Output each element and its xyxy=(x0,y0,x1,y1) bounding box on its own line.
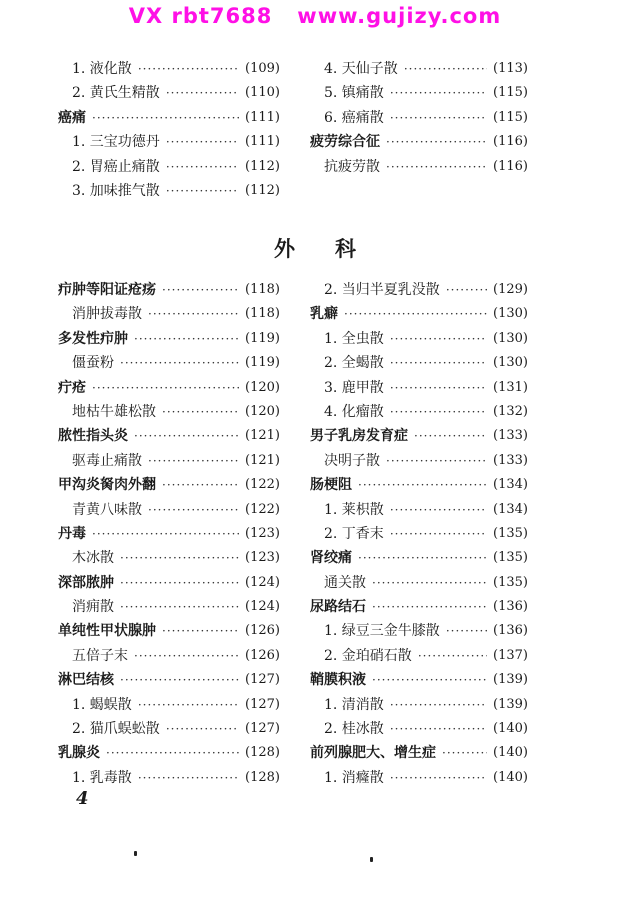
entry-label: 肠梗阻 xyxy=(310,477,352,494)
dot-leader xyxy=(390,327,487,351)
toc-heading-entry xyxy=(310,130,528,154)
entry-page-number: (118) xyxy=(245,306,280,322)
dot-leader xyxy=(414,424,487,448)
toc-item-entry xyxy=(310,155,528,179)
entry-page-number: (121) xyxy=(245,428,280,444)
entry-page-number: (116) xyxy=(493,134,528,150)
toc-item-entry xyxy=(310,106,528,130)
entry-label: 2. 桂冰散 xyxy=(324,721,384,738)
entry-page-number: (133) xyxy=(493,452,528,468)
entry-page-number: (120) xyxy=(245,379,280,395)
entry-label: 尿路结石 xyxy=(310,599,366,616)
entry-label: 5. 镇痛散 xyxy=(324,85,384,102)
dot-leader xyxy=(386,155,487,179)
toc-heading-entry xyxy=(310,741,528,765)
toc-item-entry xyxy=(58,449,280,473)
entry-page-number: (140) xyxy=(493,769,528,785)
dot-leader xyxy=(372,668,487,692)
entry-label: 疖肿等阳证疮疡 xyxy=(58,282,156,298)
toc-item-entry xyxy=(310,644,528,668)
toc-heading-entry xyxy=(310,668,528,692)
toc-heading-entry xyxy=(58,522,280,546)
toc-item-entry xyxy=(58,400,280,424)
entry-label: 2. 胃癌止痛散 xyxy=(72,158,160,175)
dot-leader xyxy=(446,278,487,302)
entry-page-number: (119) xyxy=(245,355,280,371)
toc-heading-entry xyxy=(58,376,280,400)
entry-label: 消痈散 xyxy=(72,599,114,616)
toc-heading-entry xyxy=(58,741,280,765)
toc-item-entry xyxy=(310,376,528,400)
entry-label: 甲沟炎胬肉外翻 xyxy=(58,477,156,494)
dot-leader xyxy=(134,327,239,351)
entry-page-number: (136) xyxy=(493,623,528,639)
entry-label: 脓性指头炎 xyxy=(58,428,128,445)
entry-page-number: (116) xyxy=(493,158,528,174)
entry-page-number: (109) xyxy=(245,61,280,76)
dot-leader xyxy=(120,595,239,619)
entry-label: 1. 乳毒散 xyxy=(72,769,132,786)
toc-item-entry xyxy=(310,81,528,105)
entry-label: 抗疲劳散 xyxy=(324,158,380,175)
entry-page-number: (135) xyxy=(493,574,528,590)
entry-label: 1. 莱枳散 xyxy=(324,501,384,518)
entry-label: 前列腺肥大、增生症 xyxy=(310,745,436,762)
entry-page-number: (122) xyxy=(245,477,280,493)
toc-heading-entry xyxy=(310,595,528,619)
dot-leader xyxy=(446,619,487,643)
entry-label: 4. 天仙子散 xyxy=(324,61,398,77)
entry-label: 鞘膜积液 xyxy=(310,672,366,689)
entry-label: 疔疮 xyxy=(58,379,86,396)
entry-page-number: (112) xyxy=(245,158,280,174)
entry-label: 1. 消癃散 xyxy=(324,769,384,786)
entry-page-number: (128) xyxy=(245,745,280,761)
toc-item-entry xyxy=(310,619,528,643)
dot-leader xyxy=(372,595,487,619)
entry-label: 丹毒 xyxy=(58,525,86,542)
dot-leader xyxy=(418,644,487,668)
dot-leader xyxy=(390,717,487,741)
entry-label: 2. 黄氏生精散 xyxy=(72,85,160,102)
toc-heading-entry xyxy=(58,106,280,130)
dot-leader xyxy=(134,424,239,448)
entry-page-number: (112) xyxy=(245,182,280,198)
entry-page-number: (140) xyxy=(493,745,528,761)
toc-bottom-right-column xyxy=(310,278,528,790)
toc-item-entry xyxy=(310,351,528,375)
toc-heading-entry xyxy=(58,327,280,351)
entry-label: 3. 加味推气散 xyxy=(72,182,160,199)
entry-label: 地枯牛雄松散 xyxy=(72,403,156,420)
dot-leader xyxy=(92,106,239,130)
toc-top-left-column xyxy=(58,57,280,203)
entry-page-number: (134) xyxy=(493,477,528,493)
entry-page-number: (136) xyxy=(493,599,528,615)
entry-label: 僵蚕粉 xyxy=(72,355,114,372)
dot-leader xyxy=(120,351,239,375)
toc-item-entry xyxy=(58,302,280,326)
entry-page-number: (130) xyxy=(493,306,528,322)
dot-leader xyxy=(162,619,239,643)
entry-page-number: (129) xyxy=(493,282,528,297)
entry-page-number: (133) xyxy=(493,428,528,444)
entry-label: 单纯性甲状腺肿 xyxy=(58,623,156,640)
toc-heading-entry xyxy=(58,668,280,692)
entry-label: 1. 蝎蜈散 xyxy=(72,696,132,713)
entry-page-number: (126) xyxy=(245,623,280,639)
dot-leader xyxy=(120,668,239,692)
toc-item-entry xyxy=(310,327,528,351)
toc-heading-entry xyxy=(58,571,280,595)
dot-leader xyxy=(390,376,487,400)
toc-heading-entry xyxy=(310,424,528,448)
entry-page-number: (127) xyxy=(245,721,280,737)
entry-page-number: (137) xyxy=(493,647,528,663)
dot-leader xyxy=(120,571,239,595)
dot-leader xyxy=(134,644,239,668)
entry-page-number: (111) xyxy=(245,109,280,125)
entry-label: 6. 癌痛散 xyxy=(324,109,384,126)
toc-item-entry xyxy=(310,278,528,302)
dot-leader xyxy=(138,766,239,790)
toc-item-entry xyxy=(58,130,280,154)
toc-heading-entry xyxy=(58,619,280,643)
entry-label: 多发性疖肿 xyxy=(58,330,128,347)
entry-page-number: (118) xyxy=(245,282,280,297)
entry-page-number: (120) xyxy=(245,403,280,419)
toc-item-entry xyxy=(58,498,280,522)
entry-page-number: (139) xyxy=(493,696,528,712)
entry-page-number: (139) xyxy=(493,672,528,688)
entry-page-number: (140) xyxy=(493,721,528,737)
dot-leader xyxy=(390,766,487,790)
entry-label: 癌痛 xyxy=(58,109,86,126)
entry-label: 1. 三宝功德丹 xyxy=(72,134,160,151)
entry-label: 2. 当归半夏乳没散 xyxy=(324,282,440,298)
toc-item-entry xyxy=(58,81,280,105)
toc-item-entry xyxy=(58,717,280,741)
dot-leader xyxy=(166,179,239,203)
toc-item-entry xyxy=(58,693,280,717)
dot-leader xyxy=(166,81,239,105)
entry-page-number: (127) xyxy=(245,696,280,712)
entry-page-number: (115) xyxy=(493,109,528,125)
toc-item-entry xyxy=(58,644,280,668)
entry-label: 1. 全虫散 xyxy=(324,330,384,347)
toc-item-entry xyxy=(58,351,280,375)
dot-leader xyxy=(162,278,239,302)
dot-leader xyxy=(390,693,487,717)
toc-item-entry xyxy=(58,595,280,619)
entry-page-number: (132) xyxy=(493,403,528,419)
entry-label: 1. 绿豆三金牛膝散 xyxy=(324,623,440,640)
entry-label: 1. 清消散 xyxy=(324,696,384,713)
dot-leader xyxy=(390,106,487,130)
dot-leader xyxy=(404,57,487,81)
dot-leader xyxy=(148,302,239,326)
entry-label: 深部脓肿 xyxy=(58,574,114,591)
section-title: 外科 xyxy=(274,236,396,261)
entry-page-number: (123) xyxy=(245,550,280,566)
toc-item-entry xyxy=(58,57,280,81)
entry-page-number: (115) xyxy=(493,85,528,101)
entry-label: 3. 鹿甲散 xyxy=(324,379,384,396)
toc-item-entry xyxy=(310,498,528,522)
toc-heading-entry xyxy=(58,473,280,497)
entry-page-number: (135) xyxy=(493,525,528,541)
dot-leader xyxy=(442,741,487,765)
entry-page-number: (130) xyxy=(493,355,528,371)
entry-page-number: (113) xyxy=(493,61,528,76)
toc-heading-entry xyxy=(310,473,528,497)
entry-label: 2. 丁香末 xyxy=(324,525,384,542)
entry-label: 消肿拔毒散 xyxy=(72,306,142,323)
entry-page-number: (122) xyxy=(245,501,280,517)
dot-leader xyxy=(106,741,239,765)
dot-leader xyxy=(120,546,239,570)
dot-leader xyxy=(390,400,487,424)
dot-leader xyxy=(138,693,239,717)
entry-label: 2. 金珀硝石散 xyxy=(324,647,412,664)
entry-label: 乳腺炎 xyxy=(58,745,100,762)
entry-label: 疲劳综合征 xyxy=(310,134,380,151)
entry-label: 通关散 xyxy=(324,574,366,591)
entry-label: 1. 液化散 xyxy=(72,61,132,77)
dot-leader xyxy=(386,449,487,473)
entry-page-number: (128) xyxy=(245,769,280,785)
dot-leader xyxy=(372,571,487,595)
entry-label: 4. 化瘤散 xyxy=(324,403,384,420)
entry-label: 青黄八味散 xyxy=(72,501,142,518)
toc-item-entry xyxy=(58,546,280,570)
watermark-text: VX rbt7688 www.gujizy.com xyxy=(128,4,502,28)
dot-leader xyxy=(148,498,239,522)
toc-heading-entry xyxy=(58,278,280,302)
entry-page-number: (123) xyxy=(245,525,280,541)
entry-page-number: (134) xyxy=(493,501,528,517)
entry-label: 乳癖 xyxy=(310,306,338,323)
dot-leader xyxy=(148,449,239,473)
dot-leader xyxy=(92,522,239,546)
entry-label: 2. 全蝎散 xyxy=(324,355,384,372)
entry-label: 肾绞痛 xyxy=(310,550,352,567)
toc-heading-entry xyxy=(58,424,280,448)
entry-page-number: (124) xyxy=(245,574,280,590)
entry-label: 五倍子末 xyxy=(72,647,128,664)
entry-page-number: (135) xyxy=(493,550,528,566)
toc-heading-entry xyxy=(310,302,528,326)
scan-speck xyxy=(370,857,373,862)
toc-item-entry xyxy=(310,449,528,473)
toc-item-entry xyxy=(58,155,280,179)
dot-leader xyxy=(386,130,487,154)
dot-leader xyxy=(166,130,239,154)
toc-heading-entry xyxy=(310,546,528,570)
dot-leader xyxy=(344,302,487,326)
entry-page-number: (121) xyxy=(245,452,280,468)
entry-page-number: (127) xyxy=(245,672,280,688)
scan-speck xyxy=(134,851,137,856)
dot-leader xyxy=(162,400,239,424)
toc-item-entry xyxy=(310,57,528,81)
toc-top-right-column xyxy=(310,57,528,179)
toc-item-entry xyxy=(310,571,528,595)
dot-leader xyxy=(358,473,487,497)
toc-item-entry xyxy=(310,717,528,741)
entry-label: 淋巴结核 xyxy=(58,672,114,689)
entry-page-number: (119) xyxy=(245,330,280,346)
dot-leader xyxy=(390,81,487,105)
entry-page-number: (124) xyxy=(245,599,280,615)
entry-label: 决明子散 xyxy=(324,452,380,469)
toc-bottom-left-column xyxy=(58,278,280,790)
entry-label: 木冰散 xyxy=(72,550,114,567)
dot-leader xyxy=(166,155,239,179)
toc-item-entry xyxy=(58,179,280,203)
entry-label: 男子乳房发育症 xyxy=(310,428,408,445)
page-number: 4 xyxy=(76,788,89,809)
toc-item-entry xyxy=(310,400,528,424)
entry-page-number: (130) xyxy=(493,330,528,346)
dot-leader xyxy=(92,376,239,400)
toc-item-entry xyxy=(310,522,528,546)
entry-page-number: (110) xyxy=(245,85,280,101)
dot-leader xyxy=(390,351,487,375)
entry-page-number: (131) xyxy=(493,379,528,395)
toc-item-entry xyxy=(310,693,528,717)
dot-leader xyxy=(162,473,239,497)
entry-label: 驱毒止痛散 xyxy=(72,452,142,469)
dot-leader xyxy=(138,57,239,81)
entry-label: 2. 猫爪蜈蚣散 xyxy=(72,721,160,738)
dot-leader xyxy=(166,717,239,741)
dot-leader xyxy=(390,522,487,546)
toc-item-entry xyxy=(310,766,528,790)
entry-page-number: (111) xyxy=(245,134,280,150)
dot-leader xyxy=(358,546,487,570)
toc-item-entry xyxy=(58,766,280,790)
dot-leader xyxy=(390,498,487,522)
entry-page-number: (126) xyxy=(245,647,280,663)
